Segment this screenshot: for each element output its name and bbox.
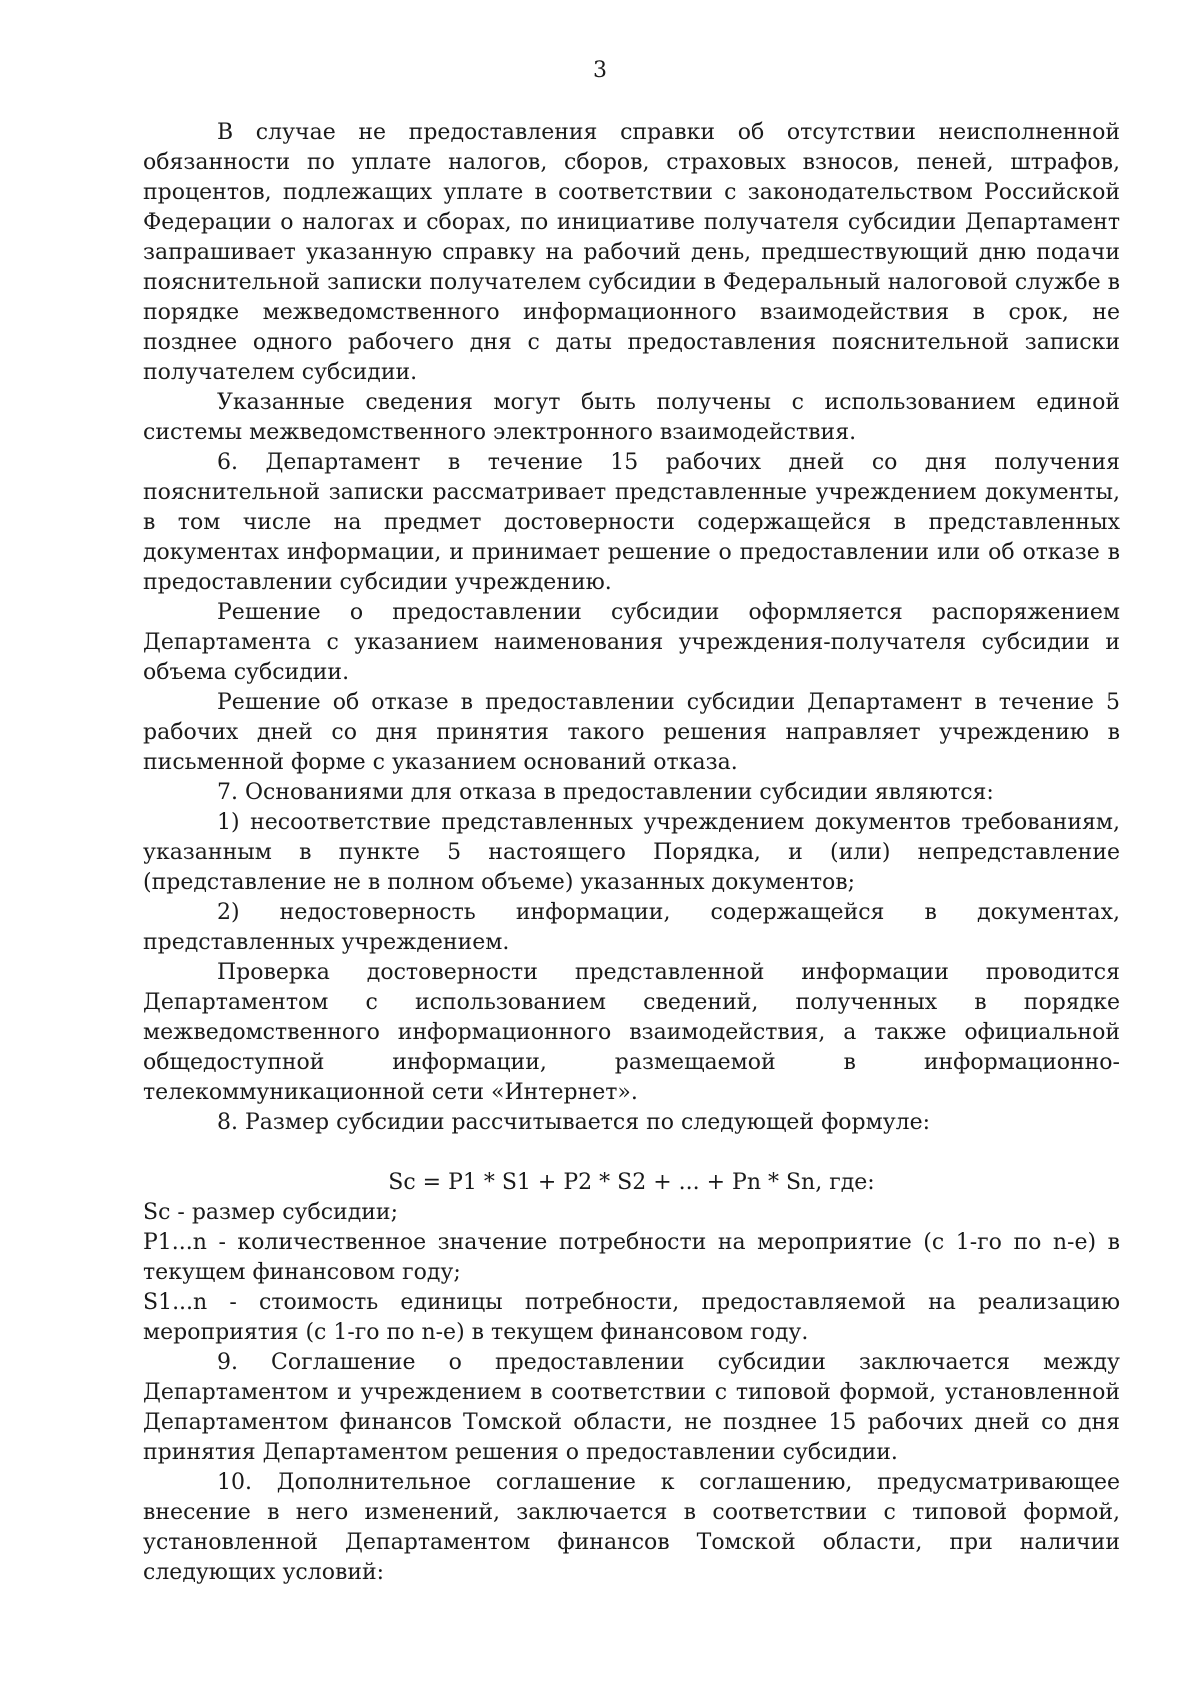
paragraph-item-9: 9. Соглашение о предоставлении субсидии заключается между Департаментом и учреждением в соответствии с типовой формой, установленной Департаментом финансов Томской области, не позднее 15 рабочих дней со дня принятия Департаментом решения о предоставлении субсидии. (143, 1350, 1120, 1465)
paragraph-item-7-2: 2) недостоверность информации, содержащейся в документах, представленных учреждением. (143, 900, 1120, 955)
page-number: 3 (593, 58, 607, 83)
paragraph-certificate-request: В случае не предоставления справки об отсутствии неисполненной обязанности по уплате налогов, сборов, страховых взносов, пеней, штрафов, процентов, подлежащих уплате в соответствии с законодательством Российской Федерации о налогах и сборах, по инициативе получателя субсидии Департамент запрашивает указанную справку на рабочий день, предшествующий дню подачи пояснительной записки получателем субсидии в Федеральный налоговой службе в порядке межведомственного информационного взаимодействия в срок, не позднее одного рабочего дня с даты предоставления пояснительной записки получателем субсидии. (143, 120, 1120, 385)
paragraph-item-10: 10. Дополнительное соглашение к соглашению, предусматривающее внесение в него изменений, заключается в соответствии с типовой формой, установленной Департаментом финансов Томской области, при наличии следующих условий: (143, 1470, 1120, 1585)
paragraph-item-7: 7. Основаниями для отказа в предоставлении субсидии являются: (217, 780, 994, 805)
paragraph-item-6: 6. Департамент в течение 15 рабочих дней со дня получения пояснительной записки рассматривает представленные учреждением документы, в том числе на предмет достоверности содержащейся в представленных документах информации, и принимает решение о предоставлении или об отказе в предоставлении субсидии учреждению. (143, 450, 1120, 595)
paragraph-item-7-1: 1) несоответствие представленных учреждением документов требованиям, указанным в пункте 5 настоящего Порядка, и (или) непредставление (представление не в полном объеме) указанных документов; (143, 810, 1120, 895)
paragraph-electronic-interaction: Указанные сведения могут быть получены с использованием единой системы межведомственного электронного взаимодействия. (143, 390, 1120, 445)
definition-sc: Sc - размер субсидии; (143, 1200, 398, 1225)
paragraph-verification: Проверка достоверности представленной информации проводится Департаментом с использованием сведений, полученных в порядке межведомственного информационного взаимодействия, а также официальной общедоступной информации, размещаемой в информационно-телекоммуникационной сети «Интернет». (143, 960, 1120, 1105)
subsidy-formula: Sc = P1 * S1 + P2 * S2 + ... + Pn * Sn, где: (388, 1170, 875, 1195)
definition-p: P1...n - количественное значение потребности на мероприятие (с 1-го по n-е) в текущем финансовом году; (143, 1230, 1120, 1285)
definition-s: S1...n - стоимость единицы потребности, предоставляемой на реализацию мероприятия (с 1-го по n-е) в текущем финансовом году. (143, 1290, 1120, 1345)
paragraph-decision-grant: Решение о предоставлении субсидии оформляется распоряжением Департамента с указанием наименования учреждения-получателя субсидии и объема субсидии. (143, 600, 1120, 685)
document-body (143, 118, 1120, 1588)
paragraph-item-8: 8. Размер субсидии рассчитывается по следующей формуле: (217, 1110, 931, 1135)
paragraph-decision-refusal: Решение об отказе в предоставлении субсидии Департамент в течение 5 рабочих дней со дня принятия такого решения направляет учреждению в письменной форме с указанием оснований отказа. (143, 690, 1120, 775)
